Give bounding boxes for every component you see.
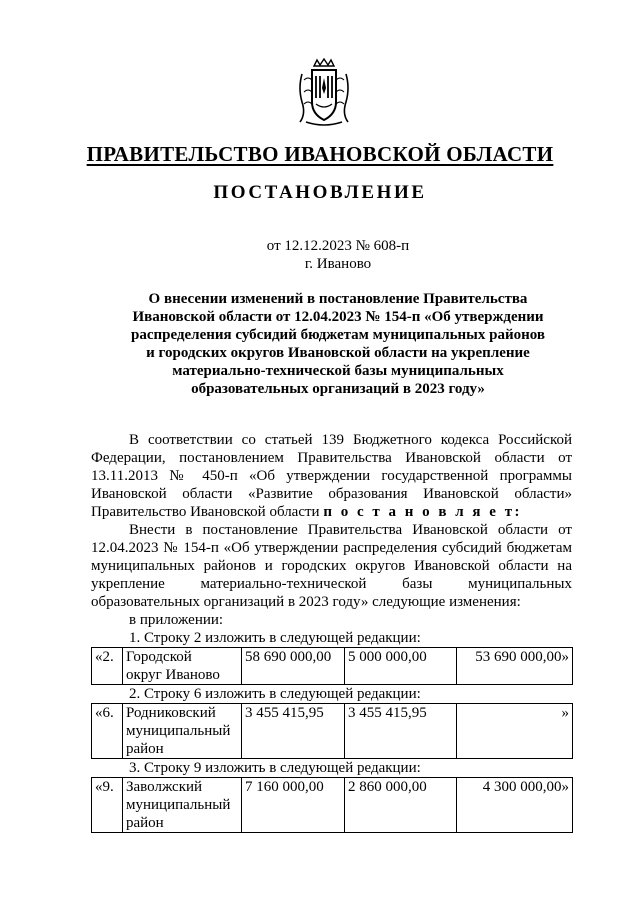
title-line: и городских округов Ивановской области на укрепление	[146, 345, 530, 361]
total-cell: 7 160 000,00	[242, 778, 345, 833]
title-line: О внесении изменений в постановление Правительства	[148, 291, 528, 307]
amount-cell: »	[457, 704, 573, 759]
title-line: образовательных организаций в 2023 году»	[191, 381, 485, 397]
date-number: от 12.12.2023 № 608-п	[266, 238, 410, 254]
city: г. Иваново	[304, 256, 372, 272]
coat-of-arms-icon	[296, 58, 352, 128]
amount-cell: 4 300 000,00»	[457, 778, 573, 833]
item-3: 3. Строку 9 изложить в следующей редакции:	[129, 760, 421, 776]
table-row	[92, 778, 573, 833]
appendix-line: в приложении:	[129, 612, 224, 628]
row-number: «6.	[92, 704, 123, 759]
amount-cell: 5 000 000,00	[345, 648, 457, 685]
row-6-table	[91, 703, 573, 759]
municipality-cell: Заволжский муниципальный район	[123, 778, 242, 833]
municipality-cell: Родниковский муниципальный район	[123, 704, 242, 759]
document-type: ПОСТАНОВЛЕНИЕ	[213, 182, 427, 203]
row-number: «2.	[92, 648, 123, 685]
row-2-table	[91, 647, 573, 685]
document-body	[91, 431, 572, 833]
decree-word: п о с т а н о в л я е т:	[323, 504, 523, 520]
title-line: Ивановской области от 12.04.2023 № 154-п «Об утверждении	[132, 309, 544, 325]
document-meta	[0, 237, 640, 273]
table-row	[92, 704, 573, 759]
title-line: материально-технической базы муниципальных	[172, 363, 504, 379]
item-1: 1. Строку 2 изложить в следующей редакции:	[129, 630, 421, 646]
amount-cell: 2 860 000,00	[345, 778, 457, 833]
title-line: распределения субсидий бюджетам муниципальных районов	[130, 327, 546, 343]
document-title	[90, 290, 586, 398]
row-9-table	[91, 777, 573, 833]
total-cell: 3 455 415,95	[242, 704, 345, 759]
table-row	[92, 648, 573, 685]
amount-cell: 3 455 415,95	[345, 704, 457, 759]
municipality-cell: Городской округ Иваново	[123, 648, 242, 685]
item-2: 2. Строку 6 изложить в следующей редакции:	[129, 686, 421, 702]
main-paragraph: Внести в постановление Правительства Ивановской области от 12.04.2023 № 154-п «Об утверждении распределения субсидий бюджетам муниципальных районов и городских округов Ивановской области на укрепление материально-технической базы муниципальных образовательных организаций в 2023 году» следующие изменения:	[91, 522, 572, 610]
organization-header: ПРАВИТЕЛЬСТВО ИВАНОВСКОЙ ОБЛАСТИ	[86, 142, 554, 166]
amount-cell: 53 690 000,00»	[457, 648, 573, 685]
total-cell: 58 690 000,00	[242, 648, 345, 685]
preamble-paragraph: В соответствии со статьей 139 Бюджетного кодекса Российской Федерации, постановлением Правительства Ивановской области от 13.11.2013 № 450-п «Об утверждении государственной программы Ивановской области «Развитие образования Ивановской области» Правительство Ивановской области п о с т а н о в л я е т:	[91, 432, 572, 520]
row-number: «9.	[92, 778, 123, 833]
